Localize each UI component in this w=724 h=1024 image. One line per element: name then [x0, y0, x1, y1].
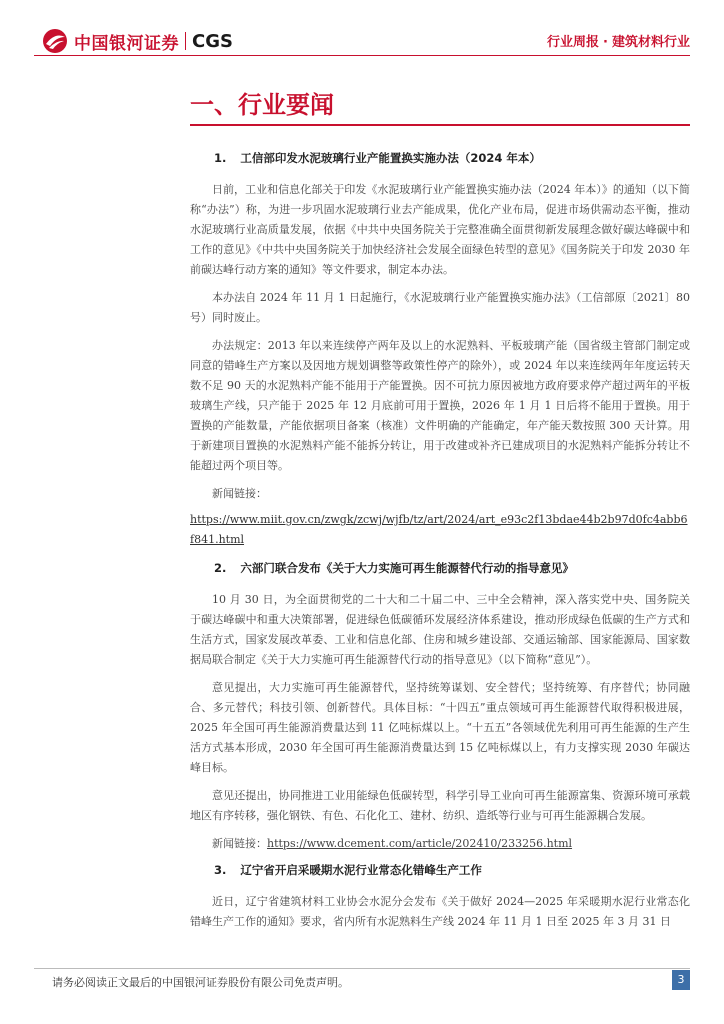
- company-logo: [42, 28, 233, 54]
- report-type: 行业周报: [547, 35, 600, 50]
- header-separator: ·: [603, 35, 608, 50]
- paragraph: 意见提出，大力实施可再生能源替代，坚持统筹谋划、安全替代；坚持统筹、有序替代；协同融合、多元替代；科技引领、创新替代。具体目标：“十四五”重点领域可再生能源替代取得积极进展，2025 年全国可再生能源消费量达到 11 亿吨标煤以上。“十五五”各领域优先利用可再生能源的生产生活方式基本形成，2030 年全国可再生能源消费量达到 15 亿吨标煤以上，有力支撑实现 2030 年碳达峰目标。: [190, 681, 690, 774]
- logo-divider: [185, 32, 186, 50]
- paragraph: 本办法自 2024 年 11 月 1 日起施行，《水泥玻璃行业产能置换实施办法》（工信部原〔2021〕80 号）同时废止。: [190, 291, 690, 324]
- report-category: [547, 31, 690, 50]
- news-item-title: [214, 860, 690, 880]
- news-link-label: 新闻链接：: [212, 837, 267, 850]
- logo-chinese-name: 中国银河证券: [74, 33, 179, 54]
- paragraph: 日前，工业和信息化部关于印发《水泥玻璃行业产能置换实施办法（2024 年本）》的通知（以下简称“办法”）称，为进一步巩固水泥玻璃行业去产能成果，优化产业布局，促进市场供需动态平衡，推动水泥玻璃行业高质量发展，依据《中共中央国务院关于完整准确全面贯彻新发展理念做好碳达峰碳中和工作的意见》《中共中央国务院关于加快经济社会发展全面绿色转型的意见》《国务院关于印发 2030 年前碳达峰行动方案的通知》等文件要求，制定本办法。: [190, 183, 690, 276]
- paragraph: 近日，辽宁省建筑材料工业协会水泥分会发布《关于做好 2024—2025 年采暖期水泥行业常态化错峰生产工作的通知》要求，省内所有水泥熟料生产线 2024 年 11 月 1 日至 2025 年 3 月 31 日: [190, 895, 690, 928]
- news-item-number: 3.: [214, 863, 227, 877]
- logo-english-name: CGS: [192, 30, 233, 52]
- news-link[interactable]: https://www.dcement.com/article/202410/233256.html: [267, 837, 573, 850]
- paragraph: 10 月 30 日，为全面贯彻党的二十大和二十届二中、三中全会精神，深入落实党中央、国务院关于碳达峰碳中和重大决策部署，促进绿色低碳循环发展经济体系建设，推动形成绿色低碳的生产方式和生活方式，国家发展改革委、工业和信息化部、住房和城乡建设部、交通运输部、国家能源局、国家数据局联合制定《关于大力实施可再生能源替代行动的指导意见》（以下简称“意见”）。: [190, 593, 690, 666]
- paragraph: 办法规定：2013 年以来连续停产两年及以上的水泥熟料、平板玻璃产能（国省级主管部门制定或同意的错峰生产方案以及因地方规划调整等政策性停产的除外），或 2024 年以来连续两年年度运转天数不足 90 天的水泥熟料产能不能用于产能置换。因不可抗力原因被地方政府要求停产超过两年的平板玻璃生产线，只产能于 2025 年 12 月底前可用于置换，2026 年 1 月 1 日后将不能用于置换。用于置换的产能数量，产能依据项目备案（核准）文件明确的产能确定，年产能天数按照 300 天计算。用于新建项目置换的水泥熟料产能不能拆分转让，用于改建或补齐已建成项目的水泥熟料产能拆分转让不能超过两个项目等。: [190, 339, 690, 472]
- paragraph: 意见还提出，协同推进工业用能绿色低碳转型，科学引导工业向可再生能源富集、资源环境可承载地区有序转移，强化钢铁、有色、石化化工、建材、纺织、造纸等行业与可再生能源耦合发展。: [190, 789, 690, 822]
- news-item-title: [214, 148, 690, 168]
- news-link-label: 新闻链接：: [212, 487, 267, 500]
- article-body: [190, 148, 690, 940]
- section-title: 一、行业要闻: [190, 91, 334, 119]
- section-title-rule: [190, 124, 690, 126]
- galaxy-logo-icon: [42, 28, 68, 54]
- news-item-heading: 辽宁省开启采暖期水泥行业常态化错峰生产工作: [240, 863, 482, 877]
- header-rule: [34, 55, 690, 56]
- footer-disclaimer: 请务必阅读正文最后的中国银河证券股份有限公司免责声明。: [52, 976, 349, 989]
- page-number: 3: [672, 970, 690, 990]
- page-header: [0, 0, 724, 62]
- news-item-heading: 工信部印发水泥玻璃行业产能置换实施办法（2024 年本）: [240, 151, 541, 165]
- news-item-title: [214, 558, 690, 578]
- news-item-number: 1.: [214, 151, 227, 165]
- footer-rule: [34, 968, 690, 969]
- news-item-heading: 六部门联合发布《关于大力实施可再生能源替代行动的指导意见》: [240, 561, 574, 575]
- news-item-number: 2.: [214, 561, 227, 575]
- news-link-row: [190, 834, 690, 854]
- industry-name: 建筑材料行业: [611, 35, 690, 50]
- news-link[interactable]: https://www.miit.gov.cn/zwgk/zcwj/wjfb/tz/art/2024/art_e93c2f13bdae44b2b97d0fc4abb6f841.html: [190, 513, 688, 546]
